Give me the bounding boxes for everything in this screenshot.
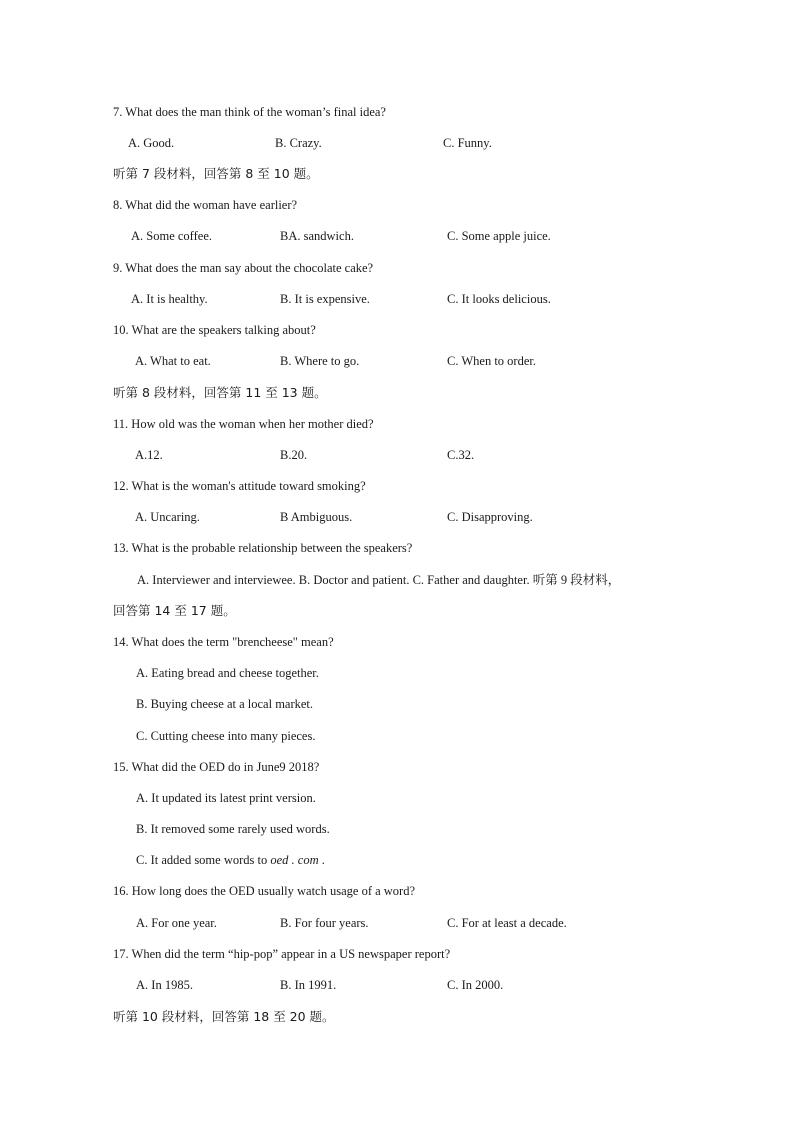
question-13-stem: 13. What is the probable relationship between the speakers? (113, 541, 413, 555)
question-9-stem: 9. What does the man say about the chocolate cake? (113, 261, 374, 275)
question-16-stem: 16. How long does the OED usually watch usage of a word? (113, 884, 416, 898)
question-8-option-a: A. Some coffee. (131, 229, 212, 243)
question-11-option-b: B.20. (280, 448, 308, 462)
question-13-options-line: A. Interviewer and interviewee. B. Doctor and patient. C. Father and daughter. 听第 9 段材料， (137, 573, 621, 587)
question-17-option-b: B. In 1991. (280, 978, 337, 992)
question-10-option-c: C. When to order. (447, 354, 536, 368)
question-17-option-a: A. In 1985. (136, 978, 193, 992)
question-15-option-c-link: oed . com (270, 853, 319, 867)
question-12-option-a: A. Uncaring. (135, 510, 200, 524)
question-16-option-a: A. For one year. (136, 916, 217, 930)
question-11-stem: 11. How old was the woman when her mother died? (113, 417, 374, 431)
question-14-option-b: B. Buying cheese at a local market. (136, 697, 314, 711)
question-7-option-b: B. Crazy. (275, 136, 322, 150)
question-10-stem: 10. What are the speakers talking about? (113, 323, 316, 337)
question-15-option-c-text: C. It added some words to (136, 853, 271, 867)
question-8-stem: 8. What did the woman have earlier? (113, 198, 298, 212)
question-15-option-b: B. It removed some rarely used words. (136, 822, 330, 836)
question-14-option-c: C. Cutting cheese into many pieces. (136, 729, 316, 743)
section-9-heading-continued: 回答第 14 至 17 题。 (113, 603, 236, 618)
question-12-option-b: B Ambiguous. (280, 510, 353, 524)
question-12-option-c: C. Disapproving. (447, 510, 533, 524)
question-9-option-c: C. It looks delicious. (447, 292, 551, 306)
question-16-option-c: C. For at least a decade. (447, 916, 567, 930)
question-10-option-a: A. What to eat. (135, 354, 211, 368)
question-7-option-a: A. Good. (128, 136, 175, 150)
section-8-heading: 听第 8 段材料，回答第 11 至 13 题。 (113, 385, 327, 400)
question-8-option-b: BA. sandwich. (280, 229, 354, 243)
question-15-option-a: A. It updated its latest print version. (136, 791, 316, 805)
question-12-stem: 12. What is the woman's attitude toward smoking? (113, 479, 366, 493)
question-16-option-b: B. For four years. (280, 916, 369, 930)
question-10-option-b: B. Where to go. (280, 354, 360, 368)
question-15-option-c-end: . (318, 853, 325, 867)
question-11-option-a: A.12. (135, 448, 163, 462)
question-15-option-c (136, 852, 325, 868)
question-8-option-c: C. Some apple juice. (447, 229, 551, 243)
question-17-option-c: C. In 2000. (447, 978, 504, 992)
question-7-stem: 7. What does the man think of the woman’s final idea? (113, 105, 386, 119)
section-7-heading: 听第 7 段材料，回答第 8 至 10 题。 (113, 166, 319, 181)
question-9-option-b: B. It is expensive. (280, 292, 370, 306)
question-9-option-a: A. It is healthy. (131, 292, 208, 306)
question-7-option-c: C. Funny. (443, 136, 492, 150)
section-10-heading: 听第 10 段材料，回答第 18 至 20 题。 (113, 1009, 335, 1024)
question-14-stem: 14. What does the term "brencheese" mean? (113, 635, 334, 649)
question-15-stem: 15. What did the OED do in June9 2018? (113, 760, 320, 774)
question-14-option-a: A. Eating bread and cheese together. (136, 666, 319, 680)
question-11-option-c: C.32. (447, 448, 475, 462)
question-17-stem: 17. When did the term “hip-pop” appear in a US newspaper report? (113, 947, 451, 961)
